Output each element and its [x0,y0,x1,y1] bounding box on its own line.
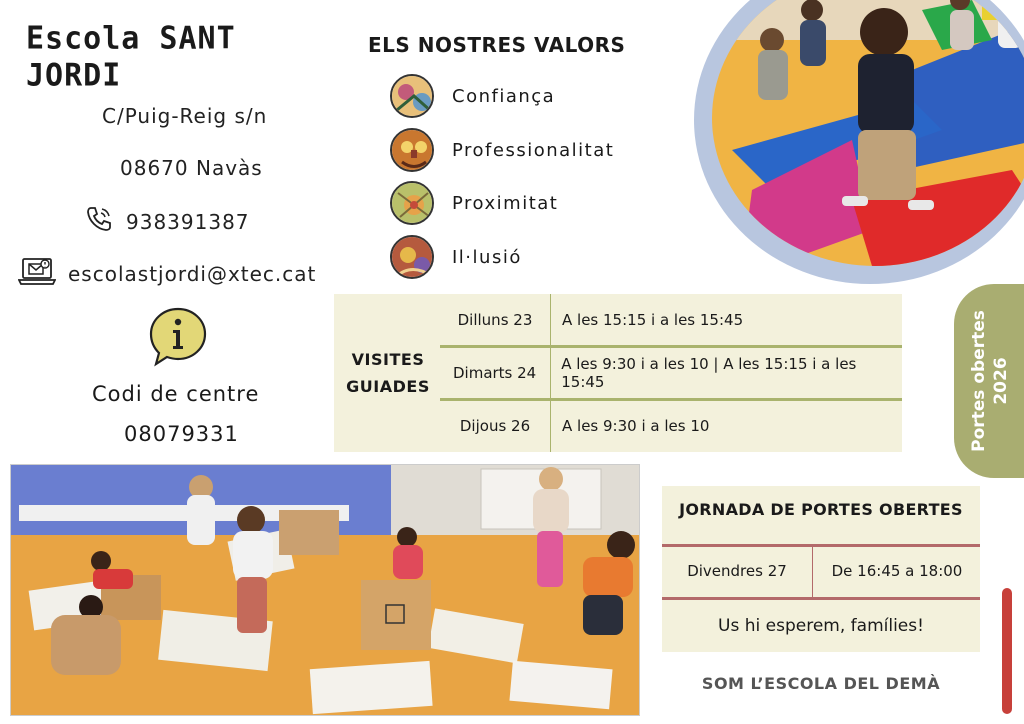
open-day-message: Us hi esperem, famílies! [718,616,924,636]
value-item-proximitat [390,181,558,225]
value-label: Confiança [452,85,556,107]
open-day-title: JORNADA DE PORTES OBERTES [679,500,963,519]
visit-time: A les 9:30 i a les 10 | A les 15:15 i a les 15:45 [561,355,857,391]
visit-time: A les 9:30 i a les 10 [562,417,710,435]
visit-row [440,400,902,452]
phone-icon [84,204,114,239]
guided-visits-label: VISITES GUIADES [346,350,430,396]
open-day-date: Divendres 27 [687,562,787,580]
side-tab-line1: Portes obertes [969,310,990,452]
visit-day: Dimarts 24 [452,364,537,382]
visit-day: Dijous 26 [459,417,531,435]
visit-day: Dilluns 23 [457,311,533,329]
divider [812,546,813,598]
visit-row [440,347,902,399]
phone-number[interactable]: 938391387 [126,209,250,234]
address-city: 08670 Navàs [120,156,263,180]
value-artwork-icon [390,74,434,118]
center-code-value: 08079331 [124,422,239,446]
value-artwork-icon [390,235,434,279]
open-day-time: De 16:45 a 18:00 [831,562,963,580]
school-name: Escola SANT JORDI [26,20,236,94]
email-row [18,256,316,291]
values-title: ELS NOSTRES VALORS [368,33,626,57]
value-item-illusio [390,235,522,279]
phone-row [84,204,250,239]
visit-time: A les 15:15 i a les 15:45 [562,311,744,329]
classroom-photo-bottom [10,464,640,716]
school-slogan: SOM L’ESCOLA DEL DEMÀ [701,674,941,693]
value-label: Il·lusió [452,246,522,268]
decorative-bar [1002,588,1012,714]
divider [662,544,980,547]
value-artwork-icon [390,181,434,225]
value-label: Professionalitat [452,139,615,161]
value-item-professionalitat [390,128,614,172]
info-icon [148,306,208,368]
value-item-confianca [390,74,555,118]
address-street: C/Puig-Reig s/n [102,104,268,128]
value-label: Proximitat [452,192,559,214]
visit-row [440,294,902,346]
open-days-side-tab-text [966,296,1014,466]
laptop-mail-icon [18,256,56,291]
email-address[interactable]: escolastjordi@xtec.cat [68,261,317,286]
center-code-label: Codi de centre [92,382,260,406]
value-artwork-icon [390,128,434,172]
divider [662,597,980,600]
side-tab-line2: 2026 [991,357,1012,405]
